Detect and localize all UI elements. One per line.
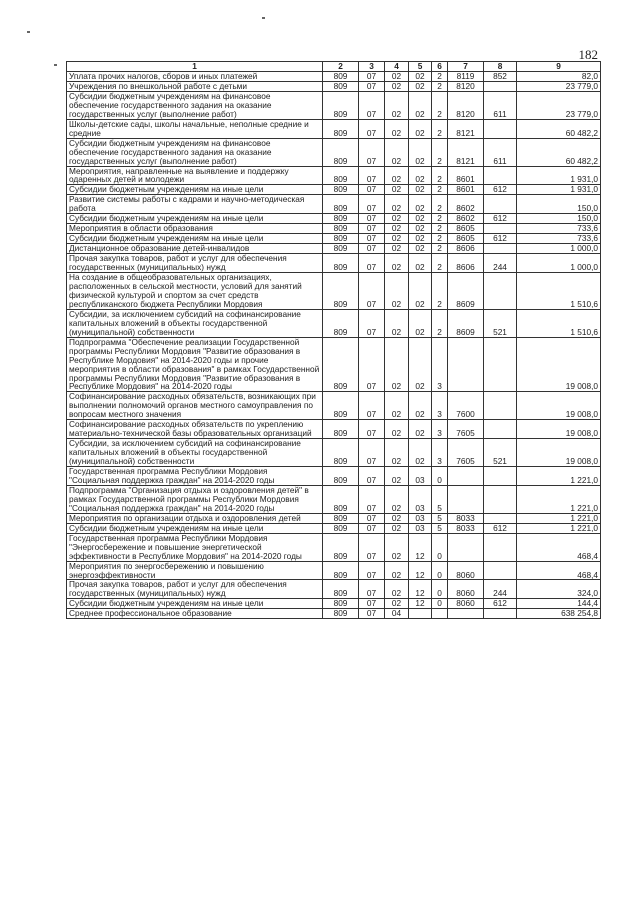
row-name: Мероприятия по энергосбережению и повышению энергоэффективности [67,561,323,580]
code-subprogram: 0 [432,533,448,561]
code-section: 07 [359,214,385,224]
row-name: Развитие системы работы с кадрами и научно-методическая работа [67,195,323,214]
row-name: Государственная программа Республики Мордовия "Социальная поддержка граждан" на 2014-2020 годы [67,467,323,486]
table-row [67,609,601,619]
row-amount: 1 510,6 [517,273,601,310]
row-name: Субсидии бюджетным учреждениям на иные цели [67,523,323,533]
table-row [67,533,601,561]
code-subprogram: 2 [432,234,448,244]
row-name: Уплата прочих налогов, сборов и иных платежей [67,72,323,82]
code-subsection: 02 [385,81,409,91]
code-section: 07 [359,599,385,609]
code-section: 07 [359,420,385,439]
code-subsection: 02 [385,439,409,467]
row-amount: 60 482,2 [517,119,601,138]
code-article: 8605 [448,224,484,234]
column-header: 8 [484,62,517,72]
code-subprogram: 5 [432,485,448,513]
row-amount: 733,6 [517,234,601,244]
code-article: 8060 [448,599,484,609]
row-amount: 638 254,8 [517,609,601,619]
code-subprogram: 2 [432,185,448,195]
code-admin: 809 [323,72,359,82]
table-row [67,523,601,533]
code-article: 8606 [448,254,484,273]
code-subsection: 02 [385,599,409,609]
code-article: 8060 [448,580,484,599]
code-subsection: 02 [385,224,409,234]
budget-table-container [66,61,600,619]
code-subprogram: 2 [432,166,448,185]
code-subprogram: 2 [432,254,448,273]
code-subsection: 02 [385,234,409,244]
code-program: 12 [409,533,432,561]
code-article: 8120 [448,81,484,91]
table-row [67,72,601,82]
code-program: 03 [409,467,432,486]
row-amount: 1 510,6 [517,309,601,337]
code-expense-type: 521 [484,439,517,467]
code-expense-type [484,513,517,523]
row-amount: 1 000,0 [517,254,601,273]
code-program: 02 [409,273,432,310]
table-row [67,467,601,486]
code-program: 02 [409,166,432,185]
table-row [67,224,601,234]
code-program [409,609,432,619]
code-section: 07 [359,185,385,195]
code-expense-type [484,467,517,486]
code-expense-type [484,485,517,513]
page-number: 182 [578,47,598,62]
code-admin: 809 [323,467,359,486]
code-subprogram: 3 [432,439,448,467]
code-subprogram: 0 [432,580,448,599]
table-row [67,81,601,91]
code-article: 8121 [448,119,484,138]
row-amount: 23 779,0 [517,91,601,119]
code-subprogram: 2 [432,119,448,138]
column-header: 4 [385,62,409,72]
code-subprogram: 2 [432,214,448,224]
row-name: Дистанционное образование детей-инвалидов [67,244,323,254]
code-program: 02 [409,195,432,214]
row-amount: 1 221,0 [517,485,601,513]
code-section: 07 [359,195,385,214]
code-subsection: 02 [385,273,409,310]
code-subprogram: 3 [432,392,448,420]
code-admin: 809 [323,485,359,513]
code-program: 12 [409,561,432,580]
row-amount: 19 008,0 [517,420,601,439]
row-name: Учреждения по внешкольной работе с детьми [67,81,323,91]
code-section: 07 [359,234,385,244]
code-section: 07 [359,254,385,273]
code-program: 02 [409,254,432,273]
code-article: 7605 [448,439,484,467]
code-admin: 809 [323,234,359,244]
row-amount: 19 008,0 [517,392,601,420]
code-subsection: 02 [385,185,409,195]
row-amount: 1 931,0 [517,185,601,195]
table-row [67,580,601,599]
table-row [67,599,601,609]
code-subsection: 02 [385,138,409,166]
table-row [67,244,601,254]
code-expense-type [484,392,517,420]
code-section: 07 [359,244,385,254]
code-subprogram: 3 [432,337,448,392]
code-article [448,467,484,486]
code-article: 8121 [448,138,484,166]
row-amount: 19 008,0 [517,337,601,392]
code-expense-type [484,195,517,214]
row-amount: 324,0 [517,580,601,599]
code-article: 8606 [448,244,484,254]
code-admin: 809 [323,609,359,619]
code-program: 02 [409,420,432,439]
code-admin: 809 [323,439,359,467]
code-section: 07 [359,224,385,234]
code-subsection: 02 [385,533,409,561]
column-header: 5 [409,62,432,72]
code-expense-type [484,166,517,185]
code-admin: 809 [323,580,359,599]
table-row [67,309,601,337]
code-subsection: 02 [385,254,409,273]
code-admin: 809 [323,392,359,420]
row-name: Субсидии бюджетным учреждениям на иные цели [67,214,323,224]
code-subprogram: 2 [432,195,448,214]
code-expense-type: 521 [484,309,517,337]
code-section: 07 [359,392,385,420]
table-row [67,214,601,224]
code-section: 07 [359,485,385,513]
code-program: 02 [409,337,432,392]
table-body [67,72,601,619]
code-section: 07 [359,166,385,185]
row-name: Прочая закупка товаров, работ и услуг для обеспечения государственных (муниципальных) нужд [67,254,323,273]
code-subprogram: 2 [432,81,448,91]
code-expense-type: 852 [484,72,517,82]
code-program: 02 [409,81,432,91]
code-expense-type: 611 [484,91,517,119]
scan-speck [27,31,30,33]
row-amount: 468,4 [517,533,601,561]
code-subsection: 02 [385,485,409,513]
code-subsection: 02 [385,467,409,486]
code-admin: 809 [323,185,359,195]
code-subprogram: 2 [432,138,448,166]
row-amount: 19 008,0 [517,439,601,467]
row-name: Субсидии бюджетным учреждениям на финансовое обеспечение государственного задания на оказание государственных услуг (выполнение работ) [67,138,323,166]
code-section: 07 [359,523,385,533]
code-subsection: 02 [385,166,409,185]
table-row [67,254,601,273]
code-expense-type [484,244,517,254]
column-header: 9 [517,62,601,72]
row-amount: 1 931,0 [517,166,601,185]
code-admin: 809 [323,420,359,439]
code-subsection: 02 [385,214,409,224]
code-expense-type [484,337,517,392]
table-row [67,392,601,420]
column-header: 1 [67,62,323,72]
row-name: Субсидии бюджетным учреждениям на иные цели [67,185,323,195]
row-amount: 1 221,0 [517,467,601,486]
table-row [67,166,601,185]
code-program: 02 [409,185,432,195]
code-program: 03 [409,485,432,513]
code-article [448,533,484,561]
code-expense-type [484,81,517,91]
code-section: 07 [359,72,385,82]
column-header: 3 [359,62,385,72]
row-name: Прочая закупка товаров, работ и услуг для обеспечения государственных (муниципальных) нужд [67,580,323,599]
table-row [67,91,601,119]
code-program: 03 [409,523,432,533]
code-article: 7600 [448,392,484,420]
code-expense-type: 612 [484,599,517,609]
code-expense-type [484,273,517,310]
code-subprogram: 3 [432,420,448,439]
code-program: 02 [409,234,432,244]
code-admin: 809 [323,195,359,214]
code-subsection: 02 [385,337,409,392]
code-expense-type: 611 [484,138,517,166]
code-admin: 809 [323,523,359,533]
table-row [67,561,601,580]
table-row [67,234,601,244]
row-name: Государственная программа Республики Мордовия "Энергосбережение и повышение энергетической эффективности в Республике Мордовия" на 2014-2020 годы [67,533,323,561]
code-admin: 809 [323,244,359,254]
code-section: 07 [359,467,385,486]
row-name: Субсидии бюджетным учреждениям на иные цели [67,599,323,609]
row-amount: 60 482,2 [517,138,601,166]
code-expense-type [484,119,517,138]
code-subprogram [432,609,448,619]
row-amount: 150,0 [517,195,601,214]
code-program: 02 [409,244,432,254]
code-subprogram: 5 [432,513,448,523]
code-section: 07 [359,81,385,91]
code-article: 8120 [448,91,484,119]
row-amount: 144,4 [517,599,601,609]
row-name: Мероприятия, направленные на выявление и поддержку одаренных детей и молодежи [67,166,323,185]
code-admin: 809 [323,138,359,166]
row-name: Субсидии, за исключением субсидий на софинансирование капитальных вложений в объекты государственной (муниципальной) собственности [67,439,323,467]
code-subprogram: 0 [432,467,448,486]
row-name: Мероприятия в области образования [67,224,323,234]
row-amount: 1 221,0 [517,513,601,523]
code-section: 07 [359,580,385,599]
table-row [67,337,601,392]
code-article: 7605 [448,420,484,439]
code-subprogram: 2 [432,224,448,234]
row-name: Школы-детские сады, школы начальные, неполные средние и средние [67,119,323,138]
code-expense-type [484,533,517,561]
code-admin: 809 [323,337,359,392]
row-amount: 150,0 [517,214,601,224]
table-row [67,119,601,138]
row-name: Субсидии бюджетным учреждениям на финансовое обеспечение государственного задания на оказание государственных услуг (выполнение работ) [67,91,323,119]
code-subprogram: 0 [432,561,448,580]
table-row [67,273,601,310]
header-row [67,62,601,72]
code-subprogram: 2 [432,91,448,119]
code-program: 03 [409,513,432,523]
code-admin: 809 [323,119,359,138]
code-article [448,485,484,513]
code-section: 07 [359,119,385,138]
table-row [67,439,601,467]
code-article: 8033 [448,523,484,533]
code-article: 8060 [448,561,484,580]
code-article: 8119 [448,72,484,82]
code-article: 8605 [448,234,484,244]
code-expense-type [484,609,517,619]
code-admin: 809 [323,561,359,580]
scan-speck [262,17,265,19]
row-name: На создание в общеобразовательных организациях, расположенных в сельской местности, условий для занятий физической культурой и спортом за счет средств республиканского бюджета Республики Мордовия [67,273,323,310]
code-article: 8609 [448,273,484,310]
code-program: 02 [409,214,432,224]
code-subsection: 02 [385,309,409,337]
code-program: 02 [409,119,432,138]
code-subprogram: 2 [432,244,448,254]
column-header: 2 [323,62,359,72]
code-expense-type: 612 [484,185,517,195]
code-subprogram: 5 [432,523,448,533]
code-article: 8602 [448,195,484,214]
code-program: 02 [409,439,432,467]
code-expense-type [484,224,517,234]
row-name: Софинансирование расходных обязательств по укреплению материально-технической базы образовательных организаций [67,420,323,439]
column-header: 7 [448,62,484,72]
scan-speck [54,64,57,66]
code-expense-type: 612 [484,234,517,244]
row-amount: 1 000,0 [517,244,601,254]
code-expense-type: 244 [484,580,517,599]
code-admin: 809 [323,81,359,91]
code-subsection: 02 [385,561,409,580]
code-subsection: 02 [385,523,409,533]
code-subsection: 04 [385,609,409,619]
code-program: 02 [409,72,432,82]
code-expense-type: 612 [484,523,517,533]
row-amount: 1 221,0 [517,523,601,533]
code-section: 07 [359,439,385,467]
row-name: Софинансирование расходных обязательств, возникающих при выполнении полномочий органов местного самоуправления по вопросам местного значения [67,392,323,420]
budget-table [66,61,601,619]
code-article: 8609 [448,309,484,337]
table-row [67,485,601,513]
code-subsection: 02 [385,244,409,254]
code-article: 8601 [448,166,484,185]
code-subsection: 02 [385,119,409,138]
code-admin: 809 [323,599,359,609]
code-admin: 809 [323,214,359,224]
code-section: 07 [359,533,385,561]
code-admin: 809 [323,273,359,310]
row-name: Подпрограмма "Организация отдыха и оздоровления детей" в рамках Государственной программы Республики Мордовия "Социальная поддержка граждан" на 2014-2020 годы [67,485,323,513]
code-program: 02 [409,392,432,420]
code-program: 12 [409,580,432,599]
code-admin: 809 [323,91,359,119]
code-admin: 809 [323,224,359,234]
code-admin: 809 [323,533,359,561]
row-amount: 468,4 [517,561,601,580]
code-section: 07 [359,609,385,619]
table-row [67,138,601,166]
row-name: Субсидии, за исключением субсидий на софинансирование капитальных вложений в объекты государственной (муниципальной) собственности [67,309,323,337]
code-section: 07 [359,138,385,166]
code-admin: 809 [323,513,359,523]
code-section: 07 [359,513,385,523]
code-subprogram: 0 [432,599,448,609]
row-name: Мероприятия по организации отдыха и оздоровления детей [67,513,323,523]
code-article: 8601 [448,185,484,195]
code-expense-type: 612 [484,214,517,224]
row-amount: 733,6 [517,224,601,234]
code-subsection: 02 [385,72,409,82]
code-section: 07 [359,309,385,337]
code-admin: 809 [323,254,359,273]
row-name: Среднее профессиональное образование [67,609,323,619]
code-article: 8602 [448,214,484,224]
code-section: 07 [359,561,385,580]
code-subprogram: 2 [432,273,448,310]
code-article: 8033 [448,513,484,523]
table-row [67,185,601,195]
code-subsection: 02 [385,420,409,439]
code-article [448,609,484,619]
code-subprogram: 2 [432,309,448,337]
code-subsection: 02 [385,580,409,599]
code-subprogram: 2 [432,72,448,82]
code-section: 07 [359,273,385,310]
table-row [67,513,601,523]
code-subsection: 02 [385,392,409,420]
code-program: 12 [409,599,432,609]
code-admin: 809 [323,166,359,185]
code-subsection: 02 [385,195,409,214]
row-amount: 23 779,0 [517,81,601,91]
code-subsection: 02 [385,513,409,523]
code-expense-type: 244 [484,254,517,273]
code-admin: 809 [323,309,359,337]
code-expense-type [484,420,517,439]
table-row [67,195,601,214]
row-name: Подпрограмма "Обеспечение реализации Государственной программы Республики Мордовия "Развитие образования в Республике Мордовия" на 2014-2020 годы и прочие мероприятия в области образования" в рамках Государственной программы Республики Мордовия "Развитие образования в Республике Мордовия" на 2014-2020 годы [67,337,323,392]
code-article [448,337,484,392]
code-program: 02 [409,91,432,119]
code-subsection: 02 [385,91,409,119]
code-section: 07 [359,91,385,119]
code-section: 07 [359,337,385,392]
row-name: Субсидии бюджетным учреждениям на иные цели [67,234,323,244]
table-row [67,420,601,439]
code-program: 02 [409,224,432,234]
code-program: 02 [409,138,432,166]
row-amount: 82,0 [517,72,601,82]
code-expense-type [484,561,517,580]
column-header: 6 [432,62,448,72]
code-program: 02 [409,309,432,337]
